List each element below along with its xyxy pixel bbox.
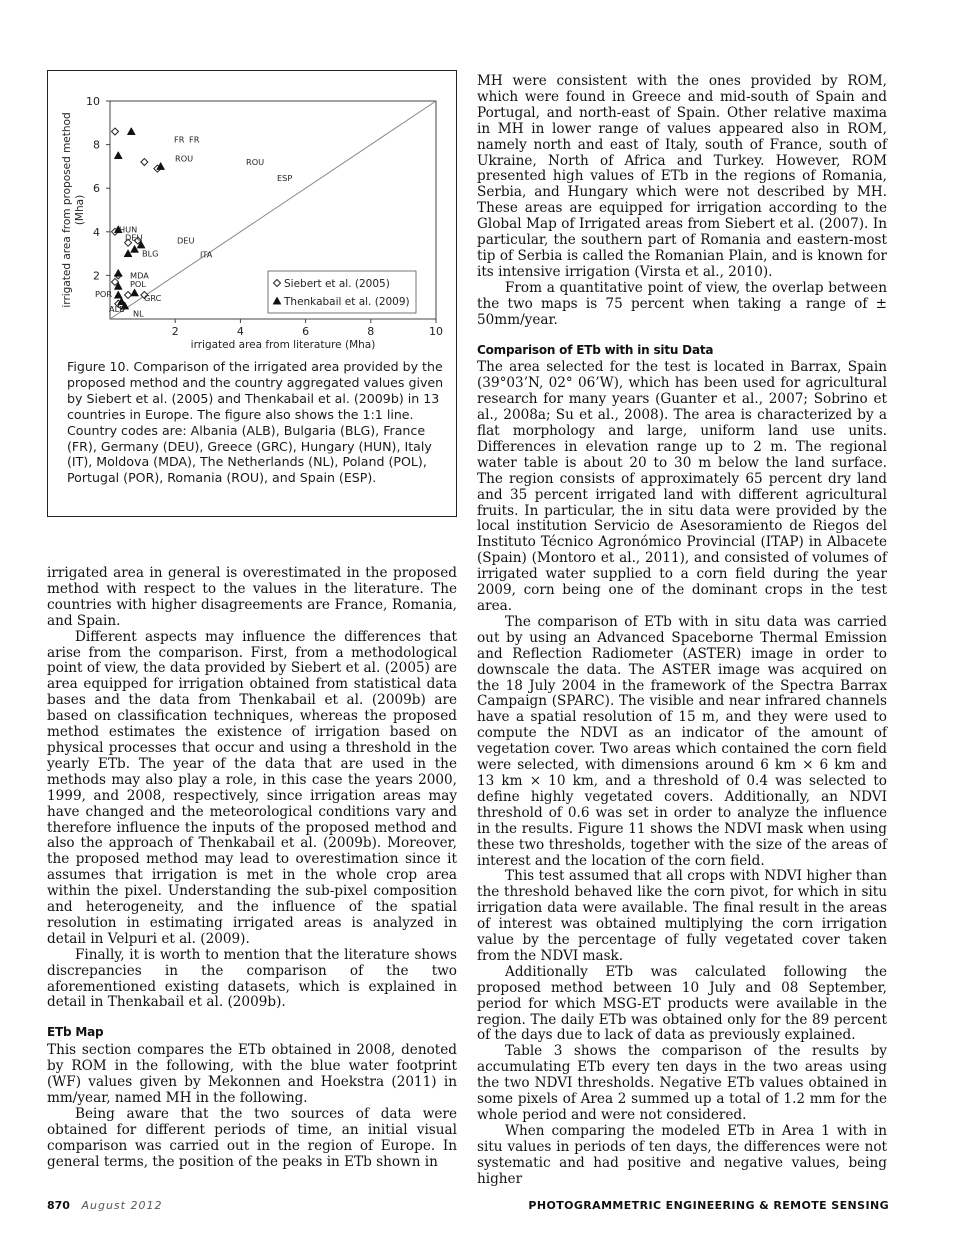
point-label: DEU xyxy=(177,235,195,246)
issue-date: August 2012 xyxy=(81,1199,163,1212)
point-label: GRC xyxy=(144,293,162,304)
data-point-thenkabail xyxy=(127,128,135,135)
data-point-siebert xyxy=(125,292,132,299)
page-footer xyxy=(47,1199,889,1215)
paragraph: MH were consistent with the ones provided by ROM, which were found in Greece and mid-south of Spain and Portugal, and north-east of Spain. Other relative maxima in MH in lower range of values appeared also in ROM, namely north and east of Italy, south of France, south of Ukraine, North of Africa and Turkey. However, ROM presented high values of ETb in the regions of Romania, Serbia, and Hungary which were not described by MH. These areas are equipped for irrigation according to the Global Map of Irrigated areas from Siebert et al. (2007). In particular, the southern part of Romania and eastern-most tip of Serbia is called the Romanian Plain, and is known for its intensive irrigation (Virsta et al., 2010). xyxy=(477,73,887,280)
x-tick-label: 2 xyxy=(171,325,179,338)
point-label: ITA xyxy=(200,249,213,260)
y-tick-label: 10 xyxy=(86,95,100,108)
paragraph: Finally, it is worth to mention that the literature shows discrepancies in the comparison of the two aforementioned existing datasets, which is explained in detail in Thenkabail et al. (2009b). xyxy=(47,946,457,1011)
x-tick-label: 8 xyxy=(367,325,375,338)
paragraph: The comparison of ETb with in situ data was carried out by using an Advanced Spaceborne Thermal Emission and Reflection Radiometer (ASTER) image in order to downscale the data. The ASTER image was acquired on the 18 July 2004 in the framework of the Spectra Barrax Campaign (SPARC). The visible and near infrared channels have a spatial resolution of 15 m, and they were used to compute the NDVI as an indicator of the amount of vegetation cover. Two areas which contained the corn field were selected, with dimensions around 6 km × 6 km and 13 km × 10 km, and a threshold of 0.4 was selected to define highly vegetated covers. Additionally, an NDVI threshold of 0.6 was set in order to analyze the influence in the results. Figure 11 shows the NDVI mask when using these two thresholds, together with the size of the areas of interest and the location of the corn field. xyxy=(477,613,887,869)
x-axis-label: irrigated area from literature (Mha) xyxy=(190,339,376,351)
paragraph: Additionally ETb was calculated following the proposed method between 10 July and 08 September, period for which MSG-ET products were available in the region. The daily ETb was obtained only for the 89 percent of the days due to lack of data as previously explained. xyxy=(477,963,887,1044)
point-label: MDA xyxy=(130,270,149,281)
data-point-thenkabail xyxy=(131,289,139,296)
legend-label: Siebert et al. (2005) xyxy=(284,278,390,290)
y-axis-label-unit: (Mha) xyxy=(74,194,86,226)
chart-legend xyxy=(268,271,416,313)
left-column xyxy=(47,566,457,1171)
journal-name: PHOTOGRAMMETRIC ENGINEERING & REMOTE SENSING xyxy=(528,1199,889,1212)
page-number: 870 xyxy=(47,1199,70,1212)
chart-point-labels xyxy=(95,135,292,319)
paragraph: The area selected for the test is located in Barrax, Spain (39°03’N, 02° 06’W), which has been used for agricultural research for many years (Guanter et al., 2007; Sobrino et al., 2008a; Su et al., 2008). The area is characterized by a flat morphology and large, uniform land use units. Differences in elevation range up to 2 m. The regional water table is about 20 to 30 m below the land surface. The region consists of approximately 65 percent dry land and 35 percent irrigated land with different agricultural fruits. In particular, the in situ data were provided by the local institution Servicio de Asesoramiento de Riegos del Instituto Técnico Agronómico Provincial (ITAP) in Albacete (Spain) (Montoro et al., 2011), and consisted of volumes of irrigated water supplied to a corn field during the year 2009, corn being one of the dominant crops in the test area. xyxy=(477,359,887,614)
data-point-thenkabail xyxy=(114,269,122,276)
point-label: NL xyxy=(133,308,144,319)
point-label: ROU xyxy=(175,153,194,164)
paragraph: Different aspects may influence the differences that arise from the comparison. First, from a methodological point of view, the data provided by Siebert et al. (2005) are area equipped for irrigation obtained from statistical data bases and the data from Thenkabail et al. (2009b) are based on classification techniques, whereas the proposed method estimates the existence of irrigation based on physical processes that occur and using a threshold in the yearly ETb. The year of the data that are used in the methods may also play a role, in this case the years 2000, 1999, and 2008, respectively, since irrigation areas may have changed and the meteorological conditions vary and therefore influence the inputs of the proposed method and also the approach of Thenkabail et al. (2009b). Moreover, the proposed method may lead to overestimation since it assumes that irrigation is met in the whole crop area within the pixel. Understanding the sub-pixel composition and heterogeneity, and the influence of the spatial resolution in estimating irrigated areas is analyzed in detail in Velpuri et al. (2009). xyxy=(47,628,457,947)
scatter-chart xyxy=(48,71,456,351)
point-label: FR xyxy=(189,134,200,145)
paragraph: This section compares the ETb obtained in 2008, denoted by ROM in the following, with the blue water footprint (WF) values given by Mekonnen and Hoekstra (2011) in mm/year, named MH in the following. xyxy=(47,1042,457,1106)
paragraph: When comparing the modeled ETb in Area 1 with in situ values in periods of ten days, the differences were not systematic and had positive and negative values, being higher xyxy=(477,1122,887,1187)
point-label: BLG xyxy=(142,248,159,259)
point-label: ROU xyxy=(246,157,265,168)
x-tick-label: 10 xyxy=(429,325,443,338)
data-point-siebert xyxy=(141,159,148,166)
point-label: FR xyxy=(174,134,185,145)
paragraph: irrigated area in general is overestimated in the proposed method with respect to the values in the literature. The countries with higher disagreements are France, Romania, and Spain. xyxy=(47,565,457,629)
data-point-siebert xyxy=(112,128,119,135)
paragraph: Being aware that the two sources of data were obtained for different periods of time, an initial visual comparison was carried out in the region of Europe. In general terms, the position of the peaks in ETb shown in xyxy=(47,1105,457,1170)
point-label: HUN xyxy=(119,224,138,235)
x-tick-label: 6 xyxy=(302,325,310,338)
y-tick-label: 6 xyxy=(93,182,100,196)
point-label: ESP xyxy=(277,173,293,184)
paragraph: Table 3 shows the comparison of the results by accumulating ETb every ten days in the two areas using the two NDVI thresholds. Negative ETb values obtained in some pixels of Area 2 summed up a total of 1.2 mm for the whole period and were not considered. xyxy=(477,1043,887,1123)
data-point-thenkabail xyxy=(131,245,139,252)
section-heading: ETb Map xyxy=(47,1025,104,1040)
y-tick-label: 8 xyxy=(93,138,100,152)
y-tick-label: 4 xyxy=(93,225,100,239)
point-label: DEU xyxy=(125,232,143,243)
section-heading: Comparison of ETb with in situ Data xyxy=(477,342,714,357)
point-label: POR xyxy=(95,288,113,299)
y-tick-label: 2 xyxy=(93,269,100,283)
point-label: POL xyxy=(130,278,146,289)
data-point-thenkabail xyxy=(124,250,132,257)
x-tick-label: 4 xyxy=(236,325,244,338)
point-label: ALB xyxy=(109,304,125,315)
data-point-thenkabail xyxy=(114,152,122,159)
y-axis-label: irrigated area from proposed method xyxy=(61,112,73,308)
figure-10 xyxy=(47,70,457,517)
figure-caption: Figure 10. Comparison of the irrigated area provided by the proposed method and the country aggregated values given by Siebert et al. (2005) and Thenkabail et al. (2009b) in 13 countries in Europe. The figure also shows the 1:1 line. Country codes are: Albania (ALB), Bulgaria (BLG), France (FR), Germany (DEU), Greece (GRC), Hungary (HUN), Italy (IT), Moldova (MDA), The Netherlands (NL), Poland (POL), Portugal (POR), Romania (ROU), and Spain (ESP). xyxy=(67,359,444,486)
right-column xyxy=(477,74,887,1188)
data-point-thenkabail xyxy=(114,291,122,298)
paragraph: From a quantitative point of view, the overlap between the two maps is 75 percent when taking a range of ± 50mm/year. xyxy=(477,279,887,328)
paragraph: This test assumed that all crops with NDVI higher than the threshold behaved like the corn pivot, for which in situ irrigation data were available. The final result in the areas of interest was obtained multiplying the corn irrigation value by the percentage of fully vegetated cover taken from the NDVI mask. xyxy=(477,868,887,964)
legend-label: Thenkabail et al. (2009) xyxy=(284,296,410,308)
